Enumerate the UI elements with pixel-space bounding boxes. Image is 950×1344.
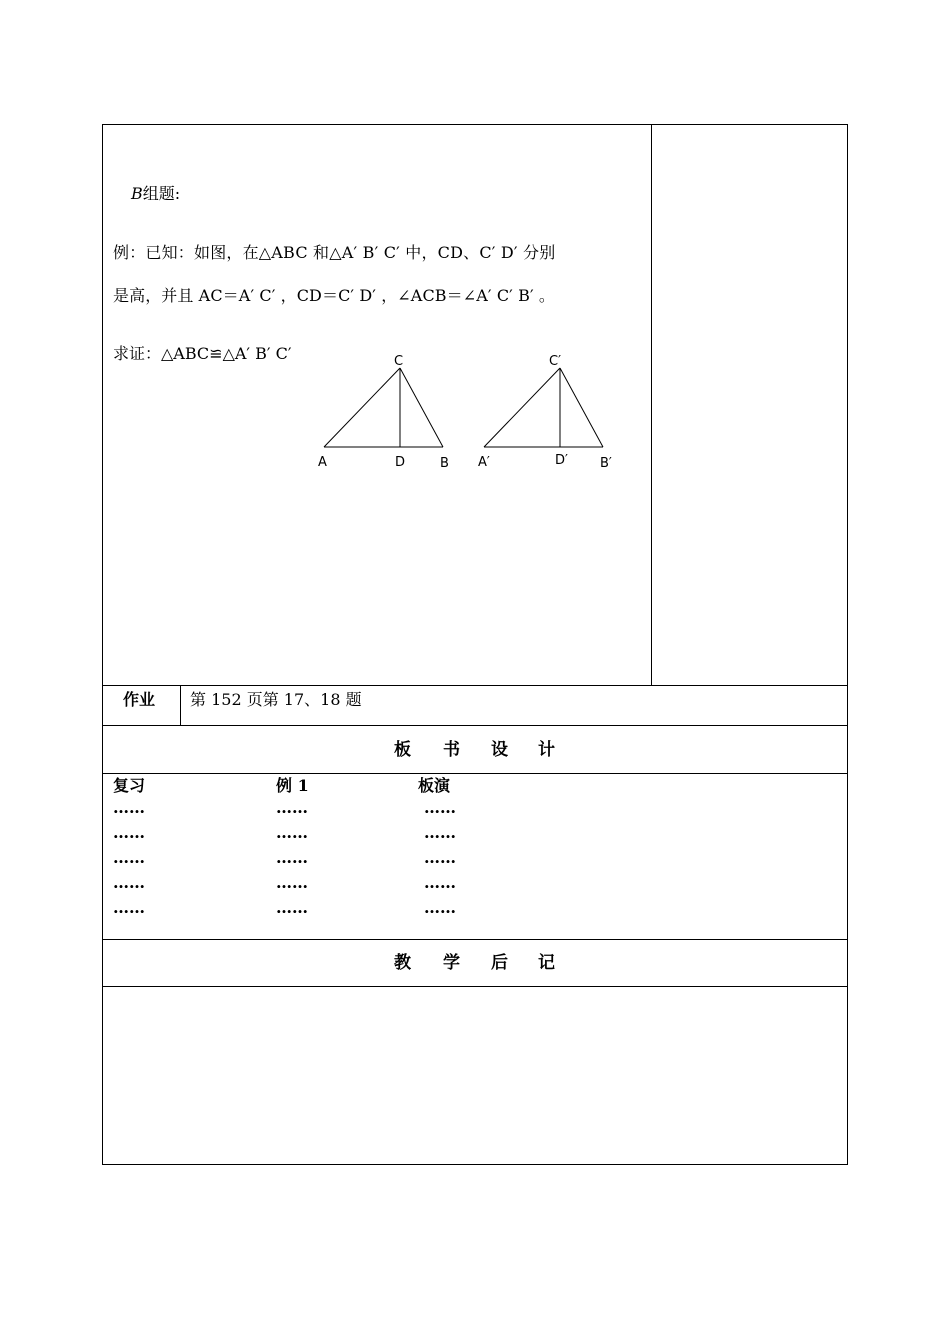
board-column-example [276, 776, 309, 925]
postscript-heading-char-3: 后 [491, 953, 508, 973]
homework-label-divider [180, 685, 181, 726]
column-row: …… [113, 873, 145, 892]
label-d-prime: D′ [555, 453, 568, 468]
board-heading-char-2: 书 [443, 740, 460, 760]
column-row: …… [424, 898, 456, 917]
example-line-2: 是高，并且 AC＝A′ C′ ，CD＝C′ D′ ，∠ACB＝∠A′ C′ B′ 。 [113, 286, 555, 305]
row-divider-board-heading [102, 725, 848, 726]
triangles-figure [300, 340, 640, 480]
label-c-prime: C′ [549, 354, 562, 369]
column-row: …… [276, 798, 308, 817]
board-column-review [113, 776, 145, 925]
label-a: A [318, 455, 327, 470]
side-cb [400, 368, 443, 447]
label-d: D [395, 455, 406, 470]
column-row: …… [424, 848, 456, 867]
column-row: …… [276, 873, 308, 892]
column-row: …… [424, 798, 456, 817]
table-bottom-border [102, 1164, 848, 1165]
board-heading-char-4: 计 [538, 740, 555, 760]
label-a-prime: A′ [478, 455, 490, 470]
row-divider-board-content [102, 773, 848, 774]
label-c: C [394, 354, 404, 369]
column-row: …… [424, 823, 456, 842]
column-title: 板演 [418, 776, 451, 795]
group-letter: B [131, 184, 143, 203]
prove-statement: 求证：△ABC≌△A′ B′ C′ [113, 344, 292, 363]
triangle-abc [324, 368, 443, 447]
postscript-heading-char-2: 学 [443, 953, 460, 973]
column-row: …… [113, 848, 145, 867]
homework-label: 作业 [123, 690, 156, 709]
table-top-border [102, 124, 848, 125]
column-row: …… [113, 898, 145, 917]
board-column-practice [418, 776, 456, 925]
group-label [131, 184, 180, 204]
group-label-text: 组题: [142, 184, 181, 203]
label-b-prime: B′ [600, 456, 612, 471]
board-heading-char-1: 板 [394, 740, 411, 760]
table-left-border [102, 124, 103, 1165]
side-a-prime-c-prime [484, 368, 560, 447]
column-row: …… [424, 873, 456, 892]
postscript-heading-char-1: 教 [394, 953, 411, 973]
side-ac [324, 368, 400, 447]
column-row: …… [276, 898, 308, 917]
row-divider-postscript [102, 939, 848, 940]
side-c-prime-b-prime [560, 368, 603, 447]
table-right-border [847, 124, 848, 1165]
column-row: …… [276, 848, 308, 867]
board-design-heading [394, 735, 555, 760]
example-line-1: 例：已知：如图，在△ABC 和△A′ B′ C′ 中，CD、C′ D′ 分别 [113, 243, 556, 262]
column-row: …… [113, 798, 145, 817]
postscript-heading-char-4: 记 [538, 953, 555, 973]
row-divider-homework [102, 685, 848, 686]
column-title: 例 1 [276, 776, 309, 795]
board-heading-char-3: 设 [491, 740, 508, 760]
homework-content: 第 152 页第 17、18 题 [190, 690, 362, 709]
column-row: …… [113, 823, 145, 842]
row-divider-postscript-content [102, 986, 848, 987]
column-row: …… [276, 823, 308, 842]
postscript-heading [394, 948, 555, 973]
triangle-abc-prime [484, 368, 603, 447]
column-title: 复习 [113, 776, 146, 795]
column-divider [651, 124, 652, 686]
label-b: B [440, 456, 449, 471]
